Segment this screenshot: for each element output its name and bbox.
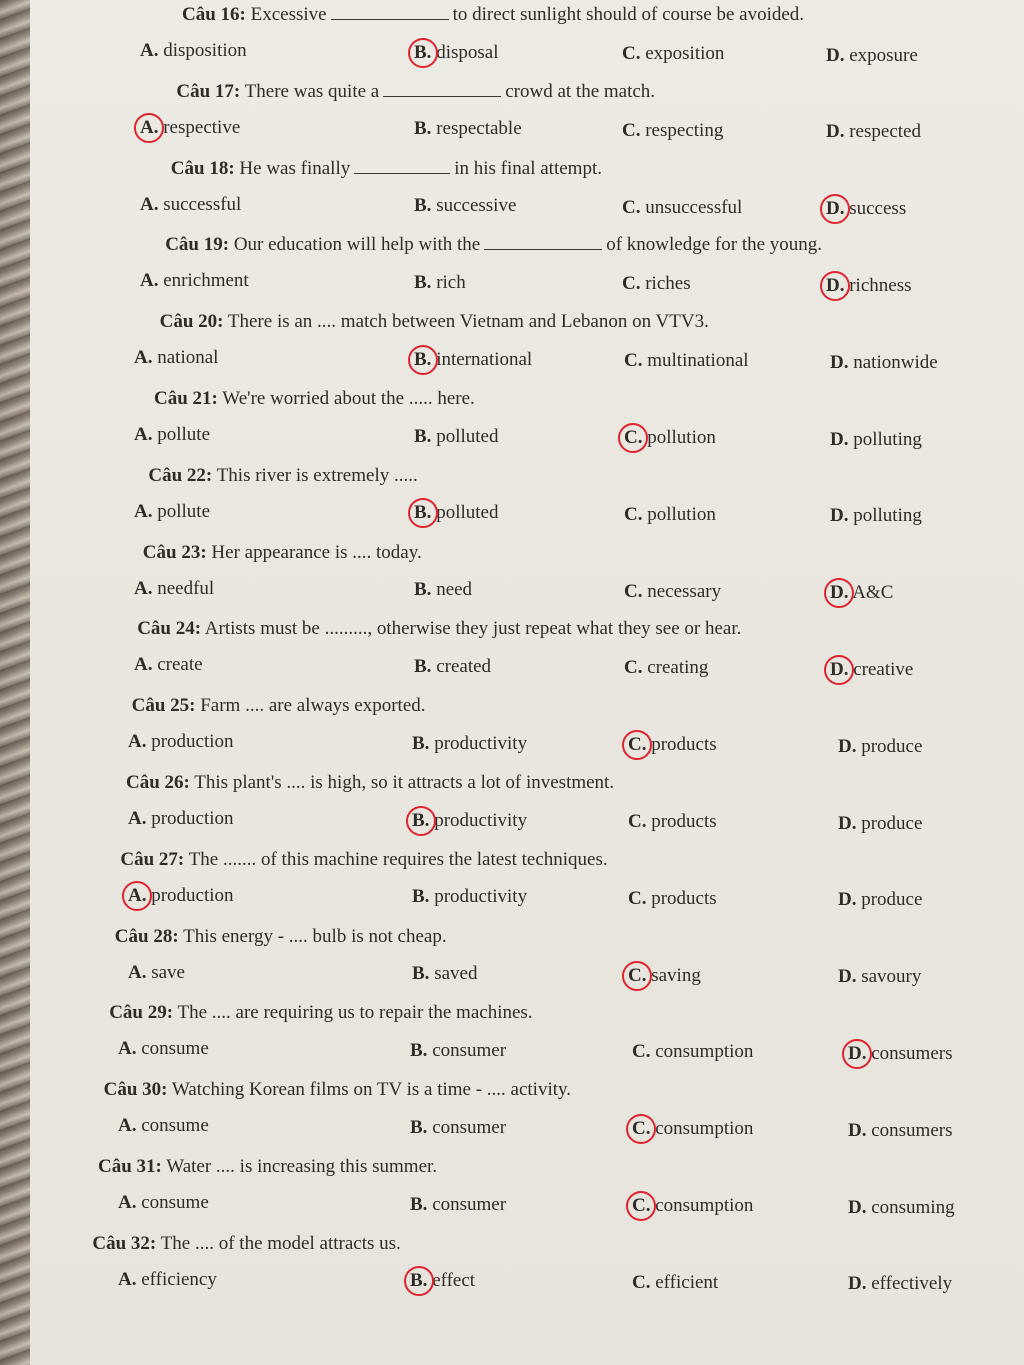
- option-d: [826, 45, 918, 67]
- option-d: [848, 1197, 955, 1219]
- question-number: Câu 17:: [176, 80, 241, 102]
- option-b: [412, 886, 527, 908]
- option-b: [410, 1117, 506, 1139]
- option-letter: D.: [848, 1273, 867, 1295]
- option-c: [632, 1272, 718, 1294]
- option-text: effect: [432, 1270, 476, 1292]
- option-text: created: [436, 655, 492, 677]
- option-text: consumers: [871, 1042, 953, 1064]
- question-text: Excessive: [250, 4, 327, 25]
- option-letter: B.: [410, 1116, 428, 1138]
- option-a: [140, 194, 241, 216]
- option-c: [628, 811, 717, 833]
- option-text: consumer: [432, 1039, 507, 1061]
- question-number: Câu 31:: [98, 1156, 162, 1177]
- option-text: polluted: [436, 425, 499, 447]
- question-text: Watching Korean films on TV is a time - .... activity.: [171, 1079, 572, 1101]
- answer-circle-mark: [408, 38, 438, 68]
- option-a: [140, 270, 249, 292]
- option-letter: D.: [838, 735, 857, 757]
- option-text: exposure: [849, 44, 918, 66]
- question-stem: [148, 465, 417, 487]
- option-d: [838, 813, 922, 835]
- option-text: disposal: [436, 41, 499, 63]
- option-text: consume: [141, 1192, 209, 1213]
- option-text: productivity: [434, 809, 528, 831]
- option-letter: D.: [826, 198, 845, 220]
- option-text: consume: [141, 1115, 209, 1137]
- option-text: polluting: [853, 505, 922, 527]
- question-number: Câu 25:: [131, 695, 196, 717]
- option-text: international: [436, 348, 533, 370]
- option-b: [412, 733, 527, 755]
- option-letter: B.: [410, 1270, 428, 1292]
- option-text: riches: [645, 273, 691, 295]
- option-letter: B.: [414, 41, 432, 63]
- option-text: products: [651, 887, 717, 909]
- option-letter: A.: [128, 808, 147, 829]
- option-d: [826, 121, 921, 143]
- question-stem: [115, 926, 447, 948]
- option-text: creating: [647, 657, 709, 679]
- answer-circle-mark: [406, 806, 436, 836]
- option-text: nationwide: [853, 351, 938, 373]
- question-text: There is an .... match between Vietnam and Lebanon on VTV3.: [227, 311, 709, 333]
- option-letter: B.: [414, 195, 432, 217]
- question-text: We're worried about the ..... here.: [222, 388, 475, 409]
- question-stem: [92, 1233, 400, 1255]
- option-letter: B.: [412, 886, 430, 908]
- option-letter: C.: [624, 657, 643, 679]
- option-letter: C.: [622, 119, 641, 141]
- question-text-end: crowd at the match.: [505, 80, 656, 102]
- question-text: Our education will help with the: [233, 234, 481, 256]
- option-letter: A.: [118, 1115, 137, 1137]
- question-text: The ....... of this machine requires the latest techniques.: [188, 848, 608, 870]
- option-letter: C.: [624, 350, 643, 372]
- question-stem: [143, 542, 422, 564]
- option-b: [414, 272, 466, 294]
- option-text: create: [157, 654, 203, 676]
- option-d: [838, 736, 922, 758]
- option-text: disposition: [163, 40, 247, 61]
- option-text: pollute: [157, 424, 211, 445]
- option-text: respective: [163, 116, 241, 138]
- option-letter: B.: [410, 1039, 428, 1061]
- option-text: pollution: [647, 427, 716, 448]
- question-text: Water .... is increasing this summer.: [166, 1156, 438, 1177]
- question-stem: [98, 1156, 437, 1178]
- option-c: [622, 197, 742, 219]
- option-text: necessary: [647, 580, 722, 602]
- option-b: [414, 426, 498, 448]
- option-letter: B.: [414, 655, 432, 677]
- option-letter: A.: [140, 193, 159, 215]
- option-text: productivity: [434, 886, 528, 908]
- question-number: Câu 23:: [142, 541, 207, 563]
- option-letter: D.: [830, 351, 849, 373]
- option-text: products: [651, 734, 717, 756]
- question-text: This energy - .... bulb is not cheap.: [183, 925, 447, 947]
- question-number: Câu 19:: [165, 234, 230, 256]
- option-letter: C.: [622, 196, 641, 218]
- option-d: [848, 1273, 952, 1295]
- option-a: [140, 40, 247, 62]
- option-letter: D.: [848, 1196, 867, 1218]
- option-letter: B.: [414, 579, 432, 601]
- option-letter: D.: [848, 1119, 867, 1141]
- option-letter: B.: [414, 425, 432, 447]
- option-letter: C.: [622, 273, 641, 295]
- option-letter: D.: [838, 966, 857, 988]
- option-letter: C.: [624, 427, 643, 448]
- option-letter: A.: [134, 424, 153, 445]
- question-number: Câu 27:: [120, 848, 185, 870]
- option-letter: A.: [128, 731, 147, 753]
- question-number: Câu 21:: [154, 388, 218, 409]
- question-number: Câu 22:: [148, 464, 213, 486]
- option-letter: D.: [826, 44, 845, 66]
- option-text: effectively: [871, 1273, 953, 1295]
- option-text: richness: [849, 274, 912, 296]
- option-letter: A.: [134, 347, 153, 369]
- option-a: [118, 1038, 209, 1060]
- option-text: pollution: [647, 503, 716, 525]
- answer-circle-mark: [408, 345, 438, 375]
- option-letter: C.: [628, 887, 647, 909]
- option-text: creative: [853, 658, 914, 680]
- answer-circle-mark: [820, 194, 850, 224]
- option-letter: A.: [118, 1038, 137, 1060]
- option-letter: D.: [830, 658, 849, 680]
- answer-circle-mark: [618, 423, 648, 453]
- question-stem: [120, 849, 607, 871]
- option-letter: A.: [140, 270, 159, 292]
- option-letter: C.: [624, 580, 643, 602]
- option-text: productivity: [434, 732, 528, 754]
- question-stem: [176, 81, 655, 103]
- answer-blank: [383, 82, 501, 97]
- option-letter: A.: [118, 1268, 137, 1290]
- option-letter: C.: [628, 964, 647, 986]
- option-a: [134, 424, 210, 446]
- option-text: consuming: [871, 1196, 955, 1218]
- question-text: The .... of the model attracts us.: [160, 1232, 401, 1254]
- question-stem: [160, 311, 709, 333]
- option-text: A&C: [852, 582, 894, 604]
- option-b: [414, 656, 491, 678]
- question-number: Câu 18:: [170, 157, 235, 179]
- option-text: efficiency: [141, 1268, 217, 1290]
- option-text: rich: [436, 271, 466, 293]
- question-stem: [109, 1002, 532, 1024]
- option-letter: C.: [628, 734, 647, 756]
- option-letter: D.: [830, 428, 849, 450]
- option-text: polluting: [853, 428, 922, 450]
- option-text: save: [151, 961, 185, 983]
- option-text: produce: [861, 812, 923, 834]
- question-number: Câu 24:: [137, 618, 202, 640]
- option-d: [838, 889, 922, 911]
- option-letter: B.: [414, 348, 432, 370]
- option-c: [624, 504, 716, 526]
- option-c: [632, 1041, 753, 1063]
- option-letter: D.: [838, 889, 857, 911]
- option-letter: A.: [134, 500, 153, 522]
- answer-circle-mark: [824, 655, 854, 685]
- option-text: successful: [163, 193, 242, 215]
- option-d: [838, 966, 921, 988]
- option-letter: B.: [412, 809, 430, 831]
- question-text: This river is extremely .....: [216, 464, 418, 486]
- option-text: consumer: [432, 1193, 507, 1215]
- option-letter: A.: [140, 40, 159, 61]
- option-d: [830, 352, 938, 374]
- option-b: [410, 1040, 506, 1062]
- option-letter: A.: [128, 961, 147, 983]
- option-text: consumer: [432, 1116, 507, 1138]
- option-b: [414, 118, 522, 140]
- option-letter: D.: [830, 582, 849, 604]
- answer-circle-mark: [622, 961, 652, 991]
- question-text-end: of knowledge for the young.: [606, 234, 823, 256]
- option-b: [414, 195, 516, 217]
- option-letter: D.: [838, 812, 857, 834]
- option-letter: B.: [410, 1193, 428, 1215]
- answer-circle-mark: [626, 1114, 656, 1144]
- question-number: Câu 16:: [182, 4, 246, 25]
- option-text: production: [151, 731, 234, 753]
- question-text-end: in his final attempt.: [454, 157, 602, 179]
- option-letter: C.: [632, 1195, 651, 1216]
- option-a: [134, 347, 218, 369]
- option-letter: B.: [412, 732, 430, 754]
- option-text: polluted: [436, 502, 499, 524]
- option-letter: A.: [140, 116, 159, 138]
- question-text: There was quite a: [244, 80, 380, 102]
- option-text: need: [436, 579, 473, 601]
- option-letter: A.: [118, 1192, 137, 1213]
- option-text: respectable: [436, 118, 522, 140]
- option-letter: C.: [628, 811, 647, 832]
- option-letter: D.: [826, 274, 845, 296]
- option-c: [622, 120, 723, 142]
- question-stem: [171, 158, 602, 180]
- option-a: [128, 731, 234, 753]
- question-stem: [126, 772, 614, 794]
- option-letter: D.: [848, 1042, 867, 1064]
- answer-blank: [484, 235, 602, 250]
- question-stem: [132, 695, 426, 717]
- option-a: [118, 1192, 209, 1214]
- option-letter: A.: [128, 884, 147, 906]
- option-a: [134, 501, 210, 523]
- question-number: Câu 30:: [103, 1079, 168, 1101]
- option-text: produce: [861, 735, 923, 757]
- option-c: [624, 581, 721, 603]
- option-text: consumption: [655, 1041, 754, 1063]
- option-c: [624, 350, 749, 372]
- option-d: [830, 429, 922, 451]
- option-text: multinational: [647, 350, 749, 372]
- option-c: [622, 273, 691, 295]
- option-a: [128, 962, 185, 984]
- option-text: saved: [434, 963, 478, 985]
- fabric-background: [0, 0, 30, 1365]
- option-letter: C.: [632, 1118, 651, 1140]
- option-text: enrichment: [163, 270, 249, 292]
- question-stem: [154, 388, 475, 410]
- option-letter: A.: [134, 654, 153, 676]
- option-a: [118, 1269, 217, 1291]
- question-number: Câu 28:: [114, 925, 179, 947]
- option-letter: C.: [632, 1041, 651, 1063]
- option-text: national: [157, 347, 219, 369]
- question-text: This plant's .... is high, so it attracts a lot of investment.: [194, 772, 615, 793]
- option-letter: B.: [414, 271, 432, 293]
- option-a: [134, 654, 203, 676]
- option-d: [830, 505, 922, 527]
- answer-circle-mark: [134, 113, 164, 143]
- option-c: [622, 43, 724, 65]
- answer-circle-mark: [824, 578, 854, 608]
- option-text: efficient: [655, 1271, 719, 1293]
- answer-blank: [331, 5, 449, 20]
- question-text: The .... are requiring us to repair the machines.: [177, 1002, 533, 1024]
- answer-circle-mark: [820, 271, 850, 301]
- option-a: [128, 808, 234, 830]
- option-text: respected: [849, 121, 921, 143]
- question-stem: [165, 234, 822, 256]
- option-b: [414, 579, 472, 601]
- option-text: production: [151, 884, 234, 906]
- option-letter: B.: [412, 963, 430, 985]
- question-number: Câu 29:: [109, 1002, 174, 1024]
- option-text: consume: [141, 1038, 209, 1060]
- option-text: saving: [651, 964, 701, 986]
- option-text: successive: [436, 195, 517, 217]
- option-letter: C.: [622, 43, 641, 64]
- option-letter: C.: [624, 503, 643, 525]
- option-letter: C.: [632, 1271, 651, 1293]
- question-text-end: to direct sunlight should of course be avoided.: [452, 4, 805, 25]
- question-text: Artists must be ........., otherwise they just repeat what they see or hear.: [204, 618, 742, 640]
- option-text: products: [651, 811, 717, 832]
- option-text: savoury: [861, 966, 922, 988]
- option-c: [624, 657, 708, 679]
- option-text: unsuccessful: [645, 196, 743, 218]
- option-text: success: [849, 198, 907, 220]
- option-c: [628, 888, 717, 910]
- option-text: pollute: [157, 500, 211, 522]
- option-a: [134, 578, 214, 600]
- option-letter: B.: [414, 118, 432, 140]
- answer-blank: [354, 159, 450, 174]
- option-d: [848, 1120, 953, 1142]
- answer-circle-mark: [626, 1191, 656, 1221]
- option-text: consumption: [655, 1118, 754, 1140]
- option-a: [118, 1115, 209, 1137]
- question-text: Her appearance is .... today.: [211, 541, 422, 563]
- answer-circle-mark: [622, 730, 652, 760]
- option-letter: A.: [134, 577, 153, 599]
- question-text: Farm .... are always exported.: [200, 695, 426, 717]
- answer-circle-mark: [122, 881, 152, 911]
- option-text: exposition: [645, 43, 725, 64]
- option-text: consumers: [871, 1119, 953, 1141]
- option-b: [410, 1194, 506, 1216]
- option-text: produce: [861, 889, 923, 911]
- question-number: Câu 26:: [126, 772, 190, 793]
- question-number: Câu 20:: [159, 311, 224, 333]
- question-text: He was finally: [239, 157, 351, 179]
- answer-circle-mark: [842, 1039, 872, 1069]
- option-letter: D.: [826, 121, 845, 143]
- option-letter: B.: [414, 502, 432, 524]
- option-text: needful: [157, 577, 215, 599]
- question-stem: [182, 4, 804, 26]
- question-stem: [104, 1079, 571, 1101]
- option-b: [412, 963, 477, 985]
- question-stem: [137, 618, 741, 640]
- option-text: consumption: [655, 1195, 754, 1216]
- option-text: respecting: [645, 119, 724, 141]
- option-text: production: [151, 808, 234, 829]
- question-number: Câu 32:: [92, 1232, 157, 1254]
- option-letter: D.: [830, 505, 849, 527]
